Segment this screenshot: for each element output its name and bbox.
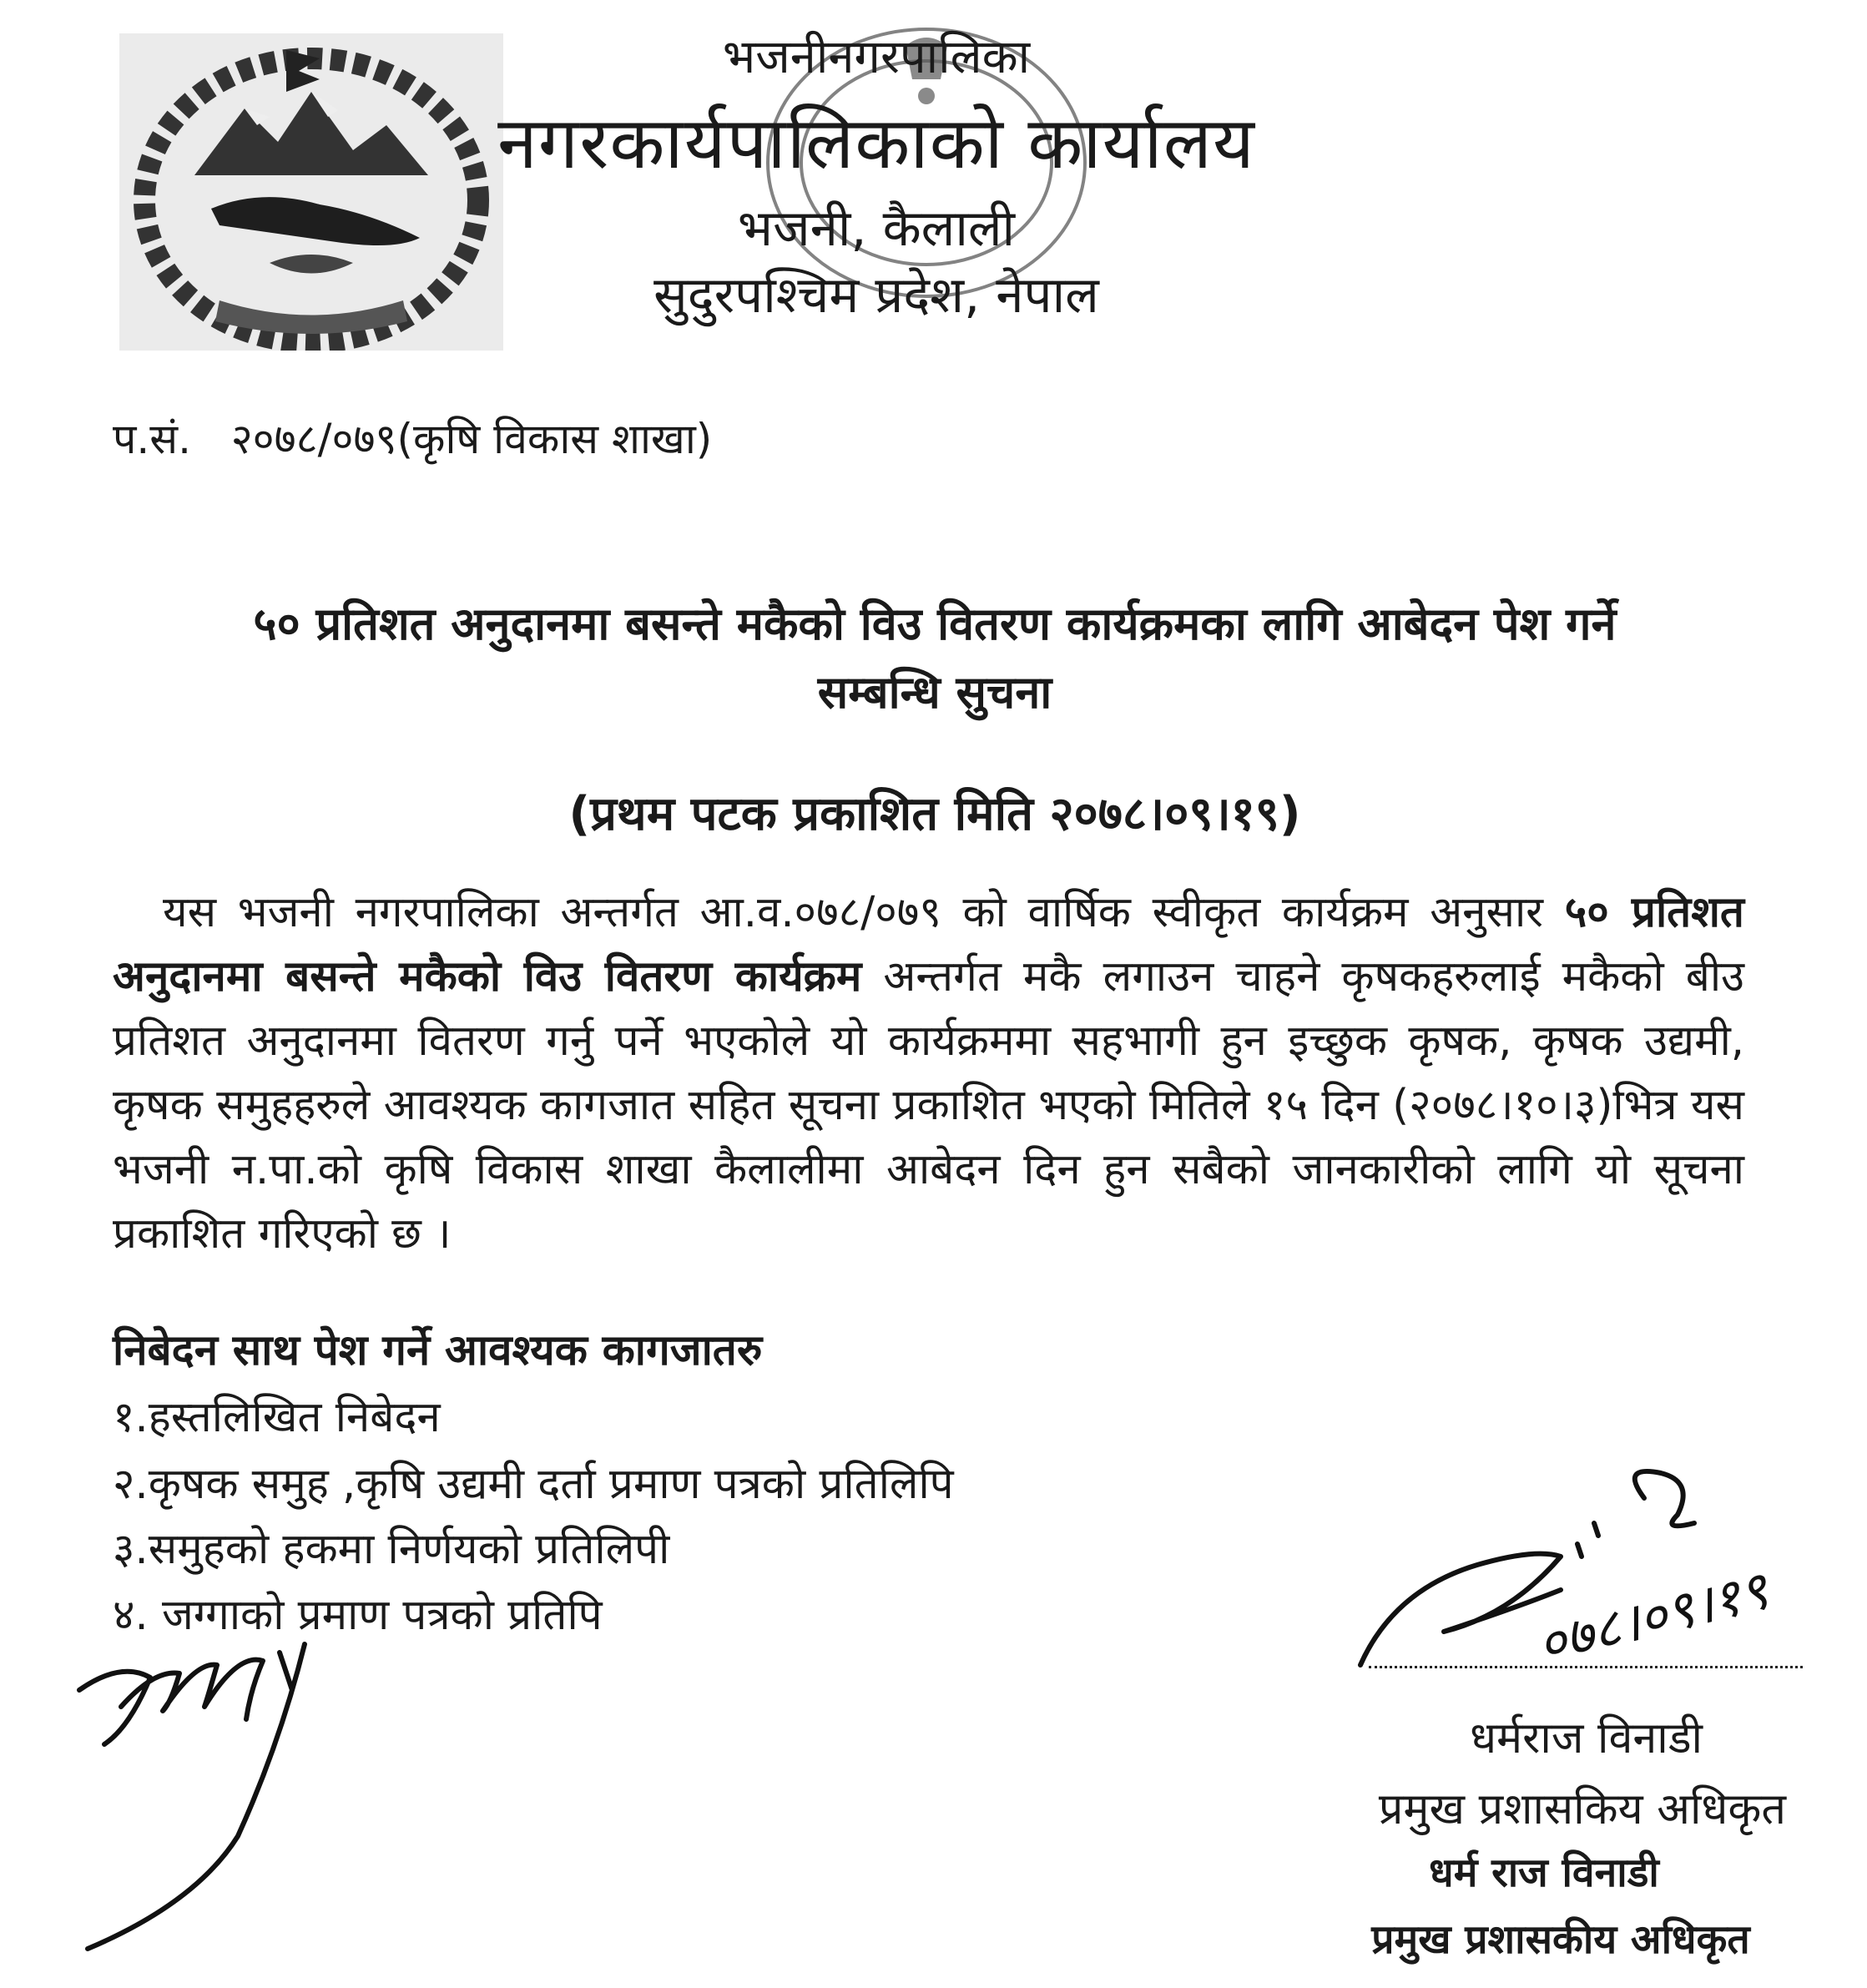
publish-date: (प्रथम पटक प्रकाशित मिति २०७८।०९।१९) xyxy=(568,787,1301,841)
office-name: नगरकार्यपालिकाको कार्यालय xyxy=(497,102,1255,185)
seal-title: प्रमुख प्रशासकीय अधिकृत xyxy=(1371,1916,1750,1963)
reference-value: २०७८/०७९(कृषि विकास शाखा) xyxy=(230,415,713,463)
body-program-name: ५० प्रतिशत अनुदानमा बसन्ते मकैको विउ वितरण कार्यक्रम xyxy=(113,888,1744,1002)
svg-text:०७८।०९।१९: ०७८।०९।१९ xyxy=(1531,1560,1775,1677)
reference-label: प.सं. xyxy=(113,415,191,463)
right-signature xyxy=(1344,1465,1828,1682)
municipality-name: भजनीनगरपालिका xyxy=(722,30,1031,84)
signature-line xyxy=(1369,1666,1803,1668)
document-item: २.कृषक समुह ,कृषि उद्यमी दर्ता प्रमाण पत्रको प्रतिलिपि xyxy=(113,1460,954,1509)
body-text-1: यस भजनी नगरपालिका अन्तर्गत आ.व.०७८/०७९ को वार्षिक स्वीकृत कार्यक्रम अनुसार xyxy=(163,888,1565,937)
notice-title-line1: ५० प्रतिशत अनुदानमा बसन्ते मकैको विउ वितरण कार्यक्रमका लागि आबेदन पेश गर्ने xyxy=(253,598,1617,650)
notice-title-line2: सम्बन्धि सुचना xyxy=(817,666,1052,719)
document-item: ४. जग्गाको प्रमाण पत्रको प्रतिपि xyxy=(113,1591,603,1640)
signatory-title: प्रमुख प्रशासकिय अधिकृत xyxy=(1378,1784,1786,1834)
notice-body xyxy=(113,880,1744,1266)
reference-number xyxy=(113,409,712,466)
seal-name: धर्म राज विनाडी xyxy=(1429,1849,1659,1896)
left-signature xyxy=(71,1627,346,1953)
document-item: १.हस्तलिखित निबेदन xyxy=(113,1393,441,1442)
office-location: भजनी, कैलाली xyxy=(737,199,1016,258)
document-item: ३.समुहको हकमा निर्णयको प्रतिलिपी xyxy=(113,1525,670,1574)
signatory-name: धर्मराज विनाडी xyxy=(1470,1713,1703,1763)
province-country: सुदुरपश्चिम प्रदेश, नेपाल xyxy=(653,266,1099,325)
documents-heading: निबेदन साथ पेश गर्ने आवश्यक कागजातरु xyxy=(113,1326,763,1375)
body-text-2: अन्तर्गत मकै लगाउन चाहने कृषकहरुलाई मकैको बीउ प्रतिशत अनुदानमा वितरण गर्नु पर्ने भएकोले यो कार्यक्रममा सहभागी हुन इच्छुक कृषक, कृषक उद्यमी, कृषक समुहहरुले आवश्यक कागजात सहित सूचना प्रकाशित भएको मितिले १५ दिन (२०७८।१०।३)भित्र यस भजनी न.पा.को कृषि विकास शाखा कैलालीमा आबेदन दिन हुन सबैको जानकारीको लागि यो सूचना प्रकाशित गरिएको छ । xyxy=(113,952,1744,1259)
